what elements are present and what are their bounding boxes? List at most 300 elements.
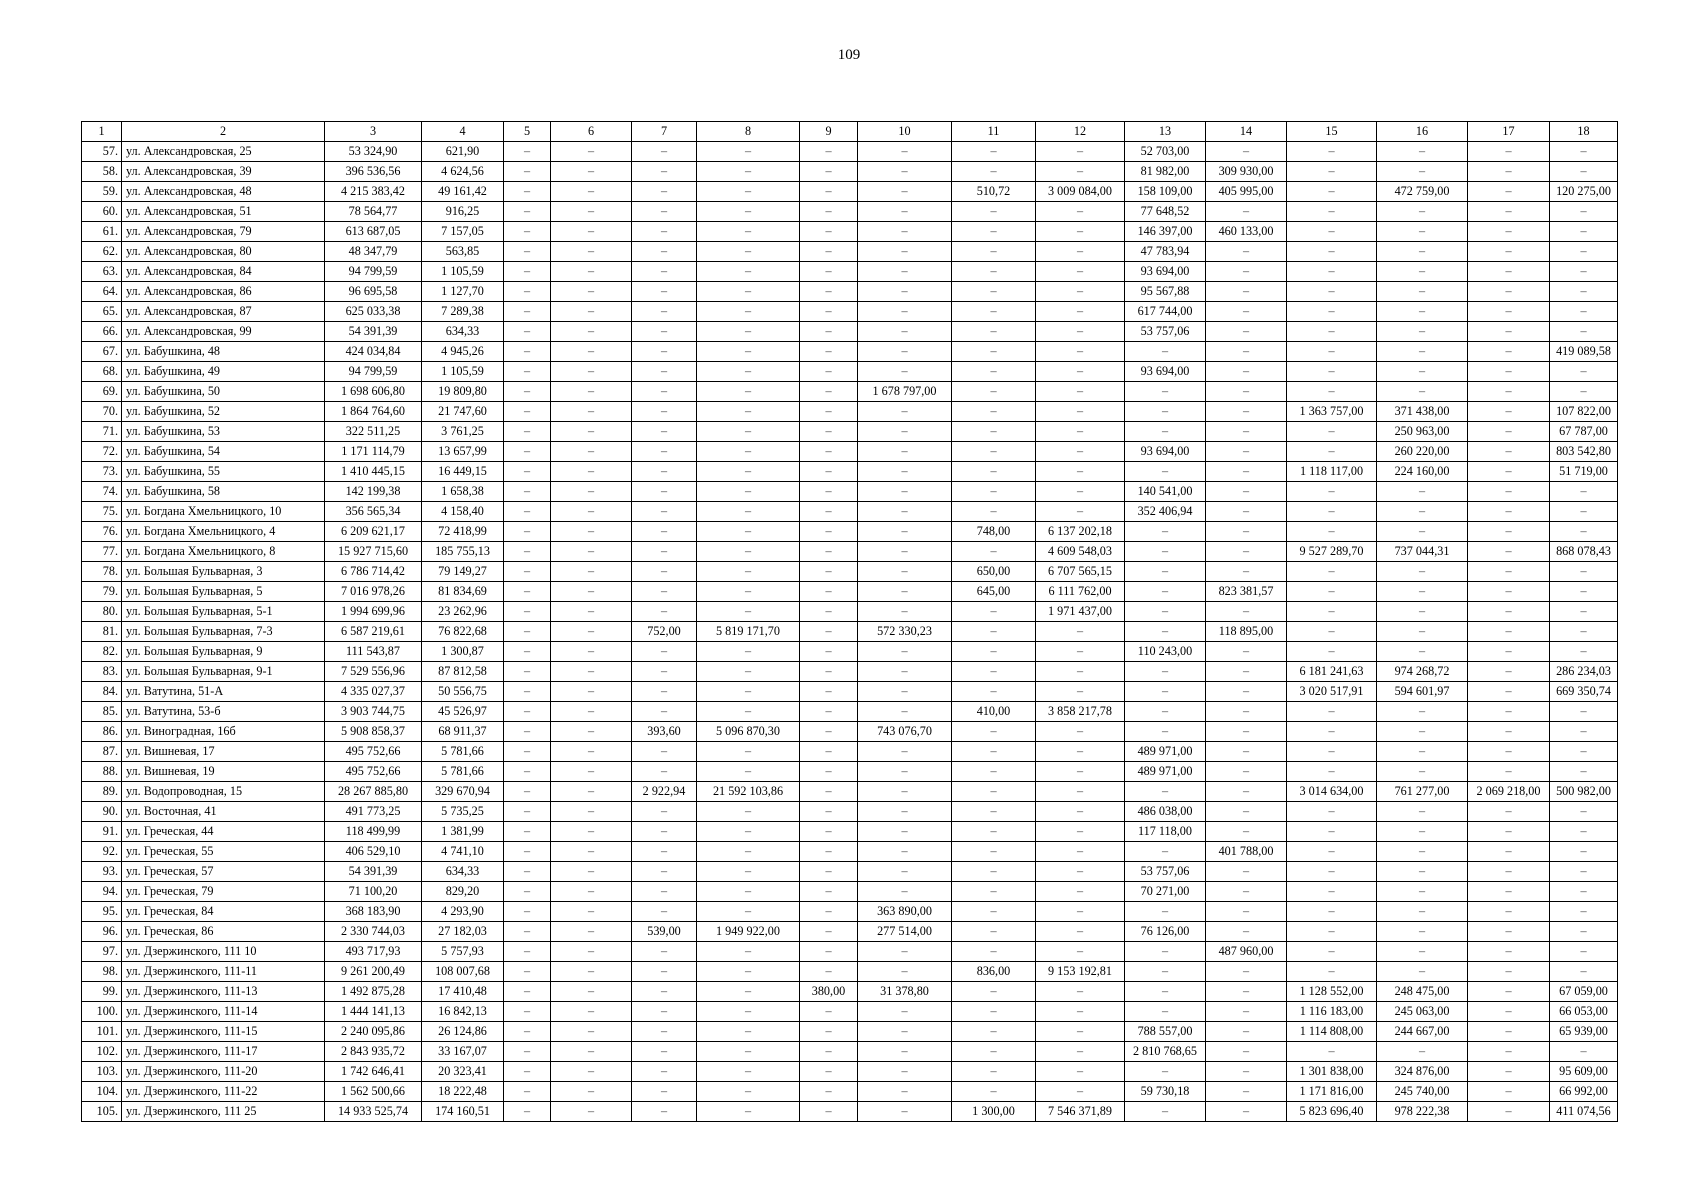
value-cell: – [1206, 302, 1287, 322]
value-cell: – [858, 1042, 952, 1062]
value-cell: – [551, 982, 632, 1002]
value-cell: – [504, 202, 551, 222]
value-cell: 594 601,97 [1377, 682, 1468, 702]
value-cell: – [1036, 742, 1125, 762]
table-row [82, 682, 1618, 702]
value-cell: 65 939,00 [1550, 1022, 1618, 1042]
value-cell: – [1377, 202, 1468, 222]
value-cell: – [1377, 1042, 1468, 1062]
value-cell: – [1036, 342, 1125, 362]
value-cell: – [1036, 862, 1125, 882]
value-cell: – [632, 502, 697, 522]
value-cell: – [1550, 262, 1618, 282]
value-cell: – [697, 642, 800, 662]
row-number-cell: 102. [82, 1042, 122, 1062]
value-cell: – [632, 802, 697, 822]
value-cell: 1 410 445,15 [325, 462, 422, 482]
value-cell: – [1377, 702, 1468, 722]
value-cell: 1 300,00 [952, 1102, 1036, 1122]
value-cell: 411 074,56 [1550, 1102, 1618, 1122]
value-cell: 748,00 [952, 522, 1036, 542]
value-cell: 71 100,20 [325, 882, 422, 902]
value-cell: – [1036, 362, 1125, 382]
value-cell: 81 982,00 [1125, 162, 1206, 182]
value-cell: – [1125, 702, 1206, 722]
value-cell: – [1206, 782, 1287, 802]
address-cell: ул. Александровская, 25 [122, 142, 325, 162]
value-cell: – [1377, 722, 1468, 742]
value-cell: – [1468, 242, 1550, 262]
value-cell: – [1550, 382, 1618, 402]
value-cell: 1 492 875,28 [325, 982, 422, 1002]
row-number-cell: 60. [82, 202, 122, 222]
value-cell: 48 347,79 [325, 242, 422, 262]
value-cell: – [551, 682, 632, 702]
value-cell: – [1377, 162, 1468, 182]
address-cell: ул. Дзержинского, 111 25 [122, 1102, 325, 1122]
value-cell: – [504, 382, 551, 402]
value-cell: – [1550, 902, 1618, 922]
table-row [82, 1062, 1618, 1082]
value-cell: – [551, 362, 632, 382]
value-cell: – [1036, 882, 1125, 902]
value-cell: 67 787,00 [1550, 422, 1618, 442]
value-cell: – [551, 782, 632, 802]
value-cell: 761 277,00 [1377, 782, 1468, 802]
value-cell: – [952, 642, 1036, 662]
value-cell: – [697, 202, 800, 222]
value-cell: – [1550, 562, 1618, 582]
value-cell: – [697, 302, 800, 322]
value-cell: 363 890,00 [858, 902, 952, 922]
value-cell: – [632, 222, 697, 242]
value-cell: 6 786 714,42 [325, 562, 422, 582]
value-cell: 752,00 [632, 622, 697, 642]
value-cell: – [632, 662, 697, 682]
value-cell: – [1206, 922, 1287, 942]
value-cell: – [551, 142, 632, 162]
value-cell: – [551, 242, 632, 262]
value-cell: 621,90 [422, 142, 504, 162]
value-cell: – [800, 822, 858, 842]
value-cell: – [632, 422, 697, 442]
value-cell: 6 587 219,61 [325, 622, 422, 642]
value-cell: – [858, 422, 952, 442]
value-cell: – [1125, 962, 1206, 982]
value-cell: 1 949 922,00 [697, 922, 800, 942]
value-cell: – [632, 902, 697, 922]
value-cell: – [697, 182, 800, 202]
address-cell: ул. Дзержинского, 111-11 [122, 962, 325, 982]
value-cell: – [1287, 522, 1377, 542]
value-cell: – [1468, 422, 1550, 442]
value-cell: – [1125, 462, 1206, 482]
value-cell: 4 624,56 [422, 162, 504, 182]
value-cell: – [1550, 582, 1618, 602]
value-cell: – [1206, 662, 1287, 682]
value-cell: 491 773,25 [325, 802, 422, 822]
value-cell: – [632, 442, 697, 462]
address-cell: ул. Дзержинского, 111-20 [122, 1062, 325, 1082]
address-cell: ул. Вишневая, 17 [122, 742, 325, 762]
address-cell: ул. Бабушкина, 58 [122, 482, 325, 502]
value-cell: 53 757,06 [1125, 862, 1206, 882]
value-cell: – [504, 942, 551, 962]
value-cell: – [1468, 322, 1550, 342]
value-cell: – [952, 222, 1036, 242]
value-cell: 9 261 200,49 [325, 962, 422, 982]
value-cell: – [1125, 622, 1206, 642]
value-cell: – [1206, 502, 1287, 522]
value-cell: – [697, 502, 800, 522]
value-cell: – [1125, 582, 1206, 602]
value-cell: – [697, 962, 800, 982]
value-cell: – [1206, 1102, 1287, 1122]
value-cell: – [504, 602, 551, 622]
value-cell: – [858, 302, 952, 322]
value-cell: – [1206, 462, 1287, 482]
value-cell: 110 243,00 [1125, 642, 1206, 662]
value-cell: – [697, 462, 800, 482]
value-cell: 495 752,66 [325, 762, 422, 782]
value-cell: – [800, 542, 858, 562]
row-number-cell: 89. [82, 782, 122, 802]
value-cell: – [800, 922, 858, 942]
value-cell: – [800, 322, 858, 342]
address-cell: ул. Богдана Хмельницкого, 4 [122, 522, 325, 542]
value-cell: 1 127,70 [422, 282, 504, 302]
value-cell: – [1125, 1002, 1206, 1022]
row-number-cell: 86. [82, 722, 122, 742]
table-row [82, 582, 1618, 602]
value-cell: 406 529,10 [325, 842, 422, 862]
value-cell: – [504, 662, 551, 682]
column-header: 6 [551, 122, 632, 142]
value-cell: – [1287, 762, 1377, 782]
value-cell: – [504, 422, 551, 442]
address-cell: ул. Бабушкина, 49 [122, 362, 325, 382]
value-cell: – [632, 962, 697, 982]
column-header: 13 [1125, 122, 1206, 142]
value-cell: 49 161,42 [422, 182, 504, 202]
value-cell: – [697, 742, 800, 762]
value-cell: – [1468, 382, 1550, 402]
value-cell: 1 994 699,96 [325, 602, 422, 622]
value-cell: – [800, 622, 858, 642]
value-cell: – [858, 1082, 952, 1102]
column-header: 1 [82, 122, 122, 142]
value-cell: 146 397,00 [1125, 222, 1206, 242]
value-cell: 1 171 114,79 [325, 442, 422, 462]
value-cell: – [504, 542, 551, 562]
value-cell: – [800, 202, 858, 222]
value-cell: – [504, 742, 551, 762]
value-cell: – [800, 842, 858, 862]
value-cell: – [1468, 522, 1550, 542]
value-cell: – [952, 402, 1036, 422]
value-cell: 108 007,68 [422, 962, 504, 982]
value-cell: – [1550, 822, 1618, 842]
value-cell: – [952, 802, 1036, 822]
value-cell: – [1468, 922, 1550, 942]
value-cell: 9 153 192,81 [1036, 962, 1125, 982]
value-cell: 28 267 885,80 [325, 782, 422, 802]
value-cell: – [551, 162, 632, 182]
value-cell: – [800, 562, 858, 582]
value-cell: 5 735,25 [422, 802, 504, 822]
value-cell: – [697, 1062, 800, 1082]
value-cell: 368 183,90 [325, 902, 422, 922]
value-cell: – [504, 642, 551, 662]
value-cell: – [551, 282, 632, 302]
value-cell: – [504, 822, 551, 842]
address-cell: ул. Большая Бульварная, 5 [122, 582, 325, 602]
value-cell: – [551, 182, 632, 202]
value-cell: 539,00 [632, 922, 697, 942]
value-cell: – [858, 742, 952, 762]
value-cell: 460 133,00 [1206, 222, 1287, 242]
column-header: 5 [504, 122, 551, 142]
row-number-cell: 101. [82, 1022, 122, 1042]
column-header: 2 [122, 122, 325, 142]
row-number-cell: 100. [82, 1002, 122, 1022]
value-cell: – [952, 1042, 1036, 1062]
value-cell: 224 160,00 [1377, 462, 1468, 482]
value-cell: 572 330,23 [858, 622, 952, 642]
value-cell: – [1550, 602, 1618, 622]
value-cell: – [1125, 342, 1206, 362]
value-cell: – [952, 322, 1036, 342]
value-cell: – [632, 242, 697, 262]
value-cell: – [1468, 862, 1550, 882]
value-cell: – [1287, 322, 1377, 342]
value-cell: 645,00 [952, 582, 1036, 602]
value-cell: 3 761,25 [422, 422, 504, 442]
value-cell: – [1377, 962, 1468, 982]
value-cell: – [952, 942, 1036, 962]
value-cell: 1 698 606,80 [325, 382, 422, 402]
row-number-cell: 98. [82, 962, 122, 982]
value-cell: – [1468, 442, 1550, 462]
value-cell: – [632, 542, 697, 562]
value-cell: 51 719,00 [1550, 462, 1618, 482]
value-cell: 495 752,66 [325, 742, 422, 762]
value-cell: 140 541,00 [1125, 482, 1206, 502]
value-cell: – [1036, 662, 1125, 682]
address-cell: ул. Дзержинского, 111-22 [122, 1082, 325, 1102]
value-cell: – [1377, 322, 1468, 342]
row-number-cell: 104. [82, 1082, 122, 1102]
value-cell: 1 116 183,00 [1287, 1002, 1377, 1022]
value-cell: – [1550, 502, 1618, 522]
row-number-cell: 76. [82, 522, 122, 542]
table-row [82, 402, 1618, 422]
column-header: 17 [1468, 122, 1550, 142]
table-row [82, 202, 1618, 222]
value-cell: – [800, 882, 858, 902]
table-row [82, 762, 1618, 782]
value-cell: – [1287, 362, 1377, 382]
value-cell: – [858, 402, 952, 422]
value-cell: – [504, 902, 551, 922]
value-cell: 5 819 171,70 [697, 622, 800, 642]
value-cell: – [1550, 222, 1618, 242]
value-cell: 401 788,00 [1206, 842, 1287, 862]
value-cell: 487 960,00 [1206, 942, 1287, 962]
row-number-cell: 81. [82, 622, 122, 642]
value-cell: 5 096 870,30 [697, 722, 800, 742]
value-cell: – [1468, 642, 1550, 662]
value-cell: 5 757,93 [422, 942, 504, 962]
column-header: 3 [325, 122, 422, 142]
value-cell: – [697, 382, 800, 402]
value-cell: – [1036, 982, 1125, 1002]
value-cell: 1 971 437,00 [1036, 602, 1125, 622]
value-cell: 16 449,15 [422, 462, 504, 482]
value-cell: – [1377, 342, 1468, 362]
value-cell: – [858, 582, 952, 602]
value-cell: – [1036, 762, 1125, 782]
value-cell: 3 020 517,91 [1287, 682, 1377, 702]
value-cell: – [952, 662, 1036, 682]
value-cell: – [1206, 862, 1287, 882]
value-cell: – [697, 822, 800, 842]
value-cell: – [1206, 722, 1287, 742]
value-cell: – [1206, 342, 1287, 362]
value-cell: – [952, 822, 1036, 842]
value-cell: 78 564,77 [325, 202, 422, 222]
row-number-cell: 83. [82, 662, 122, 682]
value-cell: – [504, 302, 551, 322]
value-cell: – [504, 1002, 551, 1022]
value-cell: 81 834,69 [422, 582, 504, 602]
address-cell: ул. Дзержинского, 111-13 [122, 982, 325, 1002]
value-cell: – [1377, 942, 1468, 962]
table-row [82, 942, 1618, 962]
table-row [82, 442, 1618, 462]
value-cell: 18 222,48 [422, 1082, 504, 1102]
value-cell: – [1287, 242, 1377, 262]
value-cell: – [504, 462, 551, 482]
value-cell: – [1550, 202, 1618, 222]
value-cell: – [1287, 282, 1377, 302]
address-cell: ул. Бабушкина, 52 [122, 402, 325, 422]
address-cell: ул. Греческая, 84 [122, 902, 325, 922]
value-cell: 94 799,59 [325, 362, 422, 382]
value-cell: – [800, 1082, 858, 1102]
value-cell: – [1550, 282, 1618, 302]
value-cell: – [1206, 762, 1287, 782]
address-cell: ул. Греческая, 79 [122, 882, 325, 902]
address-cell: ул. Бабушкина, 53 [122, 422, 325, 442]
value-cell: – [800, 402, 858, 422]
value-cell: – [1206, 982, 1287, 1002]
value-cell: – [858, 362, 952, 382]
value-cell: 27 182,03 [422, 922, 504, 942]
value-cell: – [1206, 1062, 1287, 1082]
value-cell: 174 160,51 [422, 1102, 504, 1122]
table-row [82, 242, 1618, 262]
value-cell: – [1287, 842, 1377, 862]
value-cell: 120 275,00 [1550, 182, 1618, 202]
row-number-cell: 73. [82, 462, 122, 482]
value-cell: 613 687,05 [325, 222, 422, 242]
value-cell: – [1468, 142, 1550, 162]
value-cell: 244 667,00 [1377, 1022, 1468, 1042]
value-cell: – [800, 1002, 858, 1022]
value-cell: – [858, 242, 952, 262]
value-cell: – [858, 1062, 952, 1082]
value-cell: – [1206, 142, 1287, 162]
value-cell: – [632, 1002, 697, 1022]
value-cell: 486 038,00 [1125, 802, 1206, 822]
value-cell: 66 992,00 [1550, 1082, 1618, 1102]
value-cell: – [551, 322, 632, 342]
value-cell: – [697, 142, 800, 162]
value-cell: – [952, 1022, 1036, 1042]
value-cell: – [632, 642, 697, 662]
value-cell: – [800, 682, 858, 702]
value-cell: 2 069 218,00 [1468, 782, 1550, 802]
value-cell: 117 118,00 [1125, 822, 1206, 842]
value-cell: – [800, 1042, 858, 1062]
row-number-cell: 75. [82, 502, 122, 522]
table-row [82, 522, 1618, 542]
value-cell: – [1036, 262, 1125, 282]
value-cell: – [1287, 502, 1377, 522]
value-cell: 6 707 565,15 [1036, 562, 1125, 582]
value-cell: – [1287, 382, 1377, 402]
value-cell: – [1468, 982, 1550, 1002]
value-cell: – [504, 562, 551, 582]
value-cell: – [551, 602, 632, 622]
value-cell: – [1206, 602, 1287, 622]
value-cell: – [858, 282, 952, 302]
value-cell: – [858, 1022, 952, 1042]
value-cell: – [1468, 902, 1550, 922]
value-cell: – [551, 202, 632, 222]
value-cell: 3 014 634,00 [1287, 782, 1377, 802]
value-cell: – [632, 342, 697, 362]
value-cell: – [800, 482, 858, 502]
value-cell: – [551, 502, 632, 522]
value-cell: 53 757,06 [1125, 322, 1206, 342]
row-number-cell: 103. [82, 1062, 122, 1082]
value-cell: – [1550, 962, 1618, 982]
value-cell: – [551, 722, 632, 742]
value-cell: 26 124,86 [422, 1022, 504, 1042]
value-cell: – [1468, 622, 1550, 642]
value-cell: 493 717,93 [325, 942, 422, 962]
value-cell: – [1206, 1082, 1287, 1102]
address-cell: ул. Большая Бульварная, 9-1 [122, 662, 325, 682]
value-cell: – [858, 642, 952, 662]
value-cell: 356 565,34 [325, 502, 422, 522]
value-cell: – [952, 202, 1036, 222]
value-cell: – [1125, 562, 1206, 582]
value-cell: – [551, 622, 632, 642]
table-row [82, 982, 1618, 1002]
value-cell: – [1468, 682, 1550, 702]
value-cell: – [1206, 682, 1287, 702]
value-cell: – [1550, 922, 1618, 942]
value-cell: – [1287, 902, 1377, 922]
table-row [82, 302, 1618, 322]
value-cell: – [1468, 1102, 1550, 1122]
value-cell: – [1036, 222, 1125, 242]
value-cell: – [551, 562, 632, 582]
value-cell: – [1468, 162, 1550, 182]
